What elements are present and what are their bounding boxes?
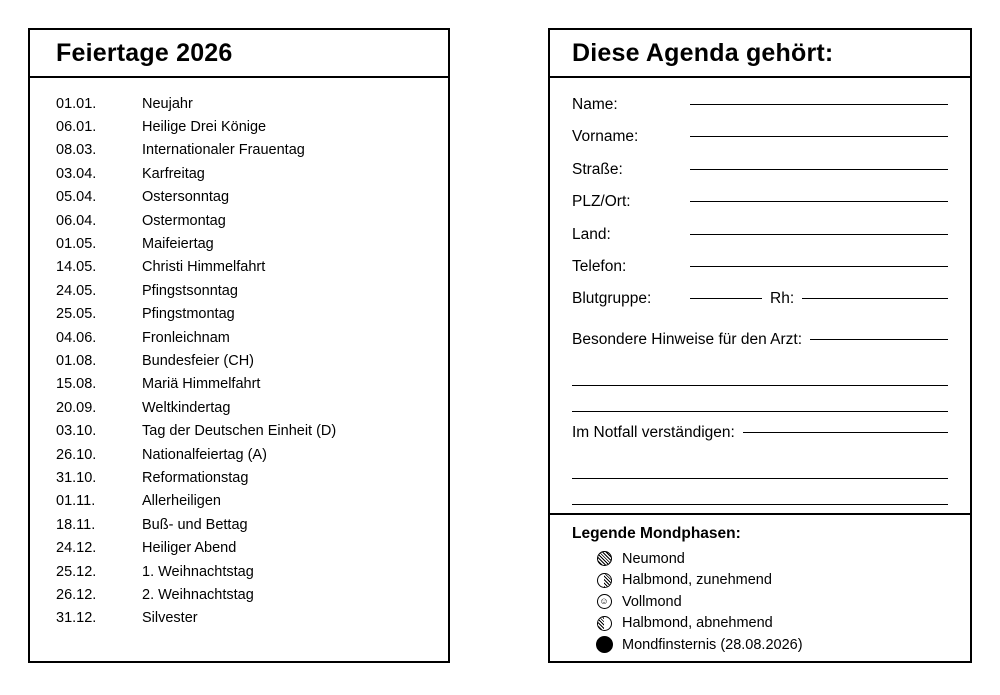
holiday-name: Ostersonntag (142, 189, 230, 206)
telefon-label: Telefon: (572, 257, 627, 275)
holiday-name: Maifeiertag (142, 236, 214, 253)
notfall-input-line-2[interactable] (572, 454, 948, 480)
rh-label: Rh: (770, 290, 795, 308)
list-item (30, 560, 448, 583)
list-item (30, 536, 448, 559)
list-item (30, 209, 448, 232)
holiday-date: 01.08. (56, 352, 97, 369)
strasse-label: Straße: (572, 160, 623, 178)
legend-item-halbmond-zunehmend (572, 570, 970, 592)
list-item (30, 92, 448, 115)
plz-ort-input[interactable] (690, 201, 948, 202)
list-item (30, 303, 448, 326)
holiday-name: Internationaler Frauentag (142, 142, 305, 159)
lunar-eclipse-icon (590, 636, 618, 653)
vorname-input[interactable] (690, 136, 948, 137)
holiday-date: 24.05. (56, 282, 97, 299)
holiday-date: 01.01. (56, 95, 97, 112)
owner-panel-header (550, 30, 970, 78)
form-row-plz-ort (572, 193, 948, 225)
list-item (30, 115, 448, 138)
legend-item-label: Halbmond, abnehmend (622, 615, 773, 632)
moon-new-icon (590, 551, 618, 566)
holiday-name: Karfreitag (142, 165, 205, 182)
holiday-date: 01.05. (56, 236, 97, 253)
legend-item-halbmond-abnehmend (572, 613, 970, 635)
holiday-name: Buß- und Bettag (142, 516, 248, 533)
list-item (30, 186, 448, 209)
strasse-input[interactable] (690, 169, 948, 170)
list-item (30, 513, 448, 536)
list-item (30, 349, 448, 372)
form-row-vorname (572, 128, 948, 160)
notfall-input-line-1[interactable] (743, 432, 948, 433)
holiday-name: Mariä Himmelfahrt (142, 376, 261, 393)
holiday-date: 20.09. (56, 399, 97, 416)
holiday-date: 24.12. (56, 540, 97, 557)
holiday-date: 05.04. (56, 189, 97, 206)
legend-title: Legende Mondphasen: (572, 525, 741, 542)
land-label: Land: (572, 225, 611, 243)
holiday-date: 31.10. (56, 469, 97, 486)
list-item (30, 583, 448, 606)
list-item (30, 490, 448, 513)
land-input[interactable] (690, 234, 948, 235)
list-item (30, 232, 448, 255)
holiday-name: Neujahr (142, 95, 193, 112)
list-item (30, 326, 448, 349)
legend-item-label: Halbmond, zunehmend (622, 572, 772, 589)
legend-item-mondfinsternis (572, 634, 970, 656)
arzt-hinweise-input-line-2[interactable] (572, 361, 948, 387)
holiday-name: Heilige Drei Könige (142, 119, 267, 136)
legend-item-label: Neumond (622, 550, 685, 567)
moon-waxing-half-icon (590, 573, 618, 588)
holiday-date: 03.10. (56, 423, 97, 440)
list-item (30, 396, 448, 419)
holiday-name: Fronleichnam (142, 329, 230, 346)
holiday-date: 08.03. (56, 142, 97, 159)
form-row-arzt-hinweise (572, 331, 948, 361)
blutgruppe-label: Blutgruppe: (572, 290, 652, 308)
holiday-name: Heiliger Abend (142, 540, 237, 557)
holidays-list (30, 78, 448, 630)
holiday-name: Allerheiligen (142, 493, 221, 510)
holiday-date: 06.01. (56, 119, 97, 136)
holidays-panel-header (30, 30, 448, 78)
list-item (30, 139, 448, 162)
moon-full-icon: ☺ (590, 594, 618, 609)
arzt-hinweise-input-line-1[interactable] (810, 339, 948, 340)
holiday-date: 01.11. (56, 493, 96, 510)
holiday-date: 26.12. (56, 586, 97, 603)
holiday-date: 14.05. (56, 259, 97, 276)
vorname-label: Vorname: (572, 128, 639, 146)
moon-phase-legend (550, 513, 970, 661)
form-row-blutgruppe (572, 290, 948, 322)
list-item (30, 466, 448, 489)
holiday-name: Christi Himmelfahrt (142, 259, 266, 276)
holiday-name: Nationalfeiertag (A) (142, 446, 267, 463)
holiday-name: Ostermontag (142, 212, 226, 229)
holiday-date: 18.11. (56, 516, 96, 533)
holiday-date: 15.08. (56, 376, 97, 393)
owner-panel-title: Diese Agenda gehört: (572, 38, 834, 67)
name-label: Name: (572, 96, 618, 113)
list-item (30, 607, 448, 630)
holiday-date: 03.04. (56, 165, 97, 182)
holiday-date: 04.06. (56, 329, 97, 346)
holiday-name: 1. Weihnachtstag (142, 563, 254, 580)
list-item (30, 373, 448, 396)
list-item (30, 419, 448, 442)
holiday-name: Pfingstsonntag (142, 282, 238, 299)
owner-panel (548, 28, 972, 663)
holiday-name: Silvester (142, 610, 198, 627)
list-item (30, 443, 448, 466)
telefon-input[interactable] (690, 266, 948, 267)
holiday-date: 26.10. (56, 446, 97, 463)
form-row-land (572, 226, 948, 258)
legend-item-label: Mondfinsternis (28.08.2026) (622, 636, 803, 653)
legend-item-neumond (572, 548, 970, 570)
holiday-date: 06.04. (56, 212, 97, 229)
form-row-telefon (572, 258, 948, 290)
holiday-name: Tag der Deutschen Einheit (D) (142, 423, 337, 440)
holiday-name: Bundesfeier (CH) (142, 352, 255, 369)
holiday-name: 2. Weihnachtstag (142, 586, 254, 603)
holiday-date: 31.12. (56, 610, 97, 627)
holiday-name: Reformationstag (142, 469, 249, 486)
form-row-name (572, 96, 948, 128)
blutgruppe-input[interactable] (690, 298, 762, 299)
plz-ort-label: PLZ/Ort: (572, 193, 631, 211)
moon-waning-half-icon (590, 616, 618, 631)
list-item (30, 162, 448, 185)
form-row-notfall (572, 424, 948, 454)
name-input[interactable] (690, 104, 948, 105)
list-item (30, 256, 448, 279)
owner-form (550, 78, 970, 505)
holiday-name: Weltkindertag (142, 399, 231, 416)
holiday-date: 25.12. (56, 563, 97, 580)
legend-item-vollmond (572, 591, 970, 613)
list-item (30, 279, 448, 302)
holiday-date: 25.05. (56, 306, 97, 323)
holiday-name: Pfingstmontag (142, 306, 235, 323)
notfall-label: Im Notfall verständigen: (572, 423, 735, 441)
notfall-input-line-3[interactable] (572, 479, 948, 505)
rh-input[interactable] (802, 298, 948, 299)
legend-item-label: Vollmond (622, 593, 682, 610)
arzt-hinweise-input-line-3[interactable] (572, 386, 948, 412)
page-title: Feiertage 2026 (56, 38, 233, 67)
form-row-strasse (572, 161, 948, 193)
arzt-hinweise-label: Besondere Hinweise für den Arzt: (572, 330, 803, 348)
holidays-panel (28, 28, 450, 663)
